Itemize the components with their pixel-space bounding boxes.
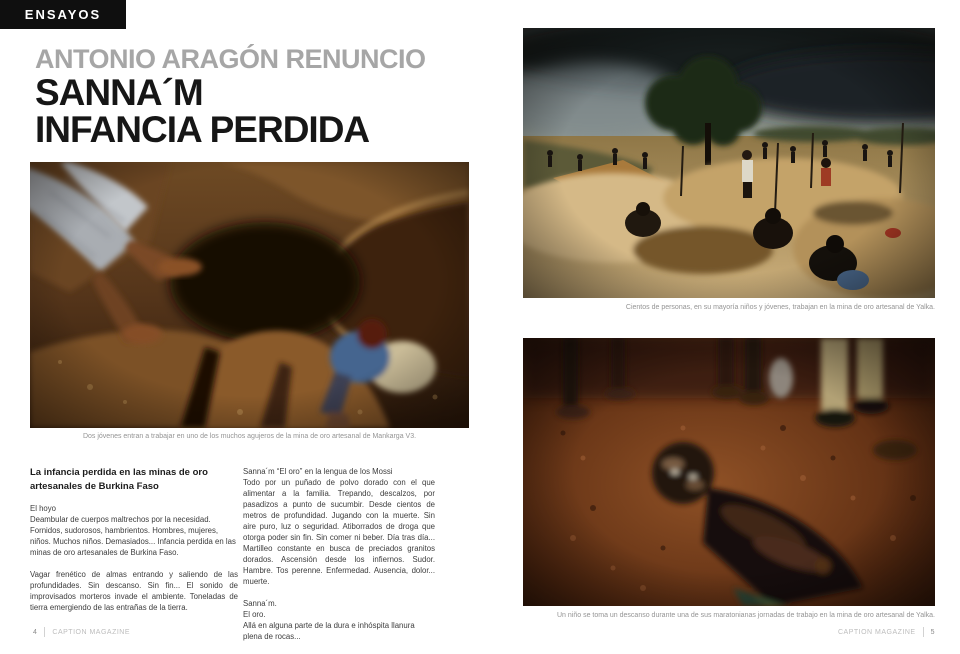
article-subheading: La infancia perdida en las minas de oro artesanales de Burkina Faso	[30, 467, 208, 492]
bottom-photo-caption: Un niño se toma un descanso durante una de sus maratonianas jornadas de trabajo en la mina de oro artesanal de Yalka.	[557, 612, 935, 619]
article-column-2	[243, 466, 435, 653]
article-title-line2: INFANCIA PERDIDA	[35, 109, 370, 150]
footer-divider	[44, 627, 45, 637]
magazine-name: CAPTION MAGAZINE	[837, 628, 916, 636]
paragraph-text: Deambular de cuerpos maltrechos por la necesidad. Fornidos, sudorosos, hambrientos. Hombres, mujeres, niños. Muchos niños. Demasiados... Infancia perdida en las minas de oro artesanales de Burkina Faso.	[30, 515, 236, 557]
paragraph-line: El oro.	[243, 610, 266, 619]
article-paragraph	[243, 598, 435, 642]
paragraph-line: Sanna´m.	[243, 599, 277, 608]
mine-panorama-photo-art	[523, 28, 935, 298]
section-badge	[0, 0, 126, 29]
mine-panorama-photo	[523, 28, 935, 298]
article-title-line1: SANNA´M	[35, 72, 203, 113]
paragraph-line: Allá en alguna parte de la dura e inhóspita llanura plena de rocas...	[243, 621, 415, 641]
article-title	[35, 74, 369, 148]
paragraph-lead: Sanna´m “El oro” en la lengua de los Mossi	[243, 467, 393, 476]
article-column-1	[30, 466, 238, 624]
footer-right	[703, 627, 935, 637]
article-paragraph: Vagar frenético de almas entrando y saliendo de las profundidades. Sin descanso. Sin fin... El sonido de improvisados morteros invade el ambiente. Toneladas de tierra emergiendo de las entrañas de la tierra.	[30, 570, 238, 612]
top-photo-caption: Cientos de personas, en su mayoría niños y jóvenes, trabajan en la mina de oro artesanal de Yalka.	[625, 304, 935, 311]
page-number-right: 5	[930, 628, 935, 636]
mine-hole-photo-art	[30, 162, 469, 428]
article-paragraph	[30, 503, 238, 558]
author-name: ANTONIO ARAGÓN RENUNCIO	[35, 44, 426, 74]
magazine-name: CAPTION MAGAZINE	[52, 628, 131, 636]
paragraph-text: Todo por un puñado de polvo dorado con el que alimentar a la familia. Trepando, descalzos, por pasadizos a punto de sucumbir. Desde cientos de metros de profundidad. Jugando con la muerte. Sin aire puro, luz o seguridad. Atiborrados de droga que otorga poder sin fin. Sin comer ni beber. Día tras día... Martilleo constante en busca de preciados granitos dorados. Ascensión desde los infiernos. Sudor. Hambre. Tos perenne. Enfermedad. Ausencia, dolor... muerte.	[243, 478, 435, 586]
resting-child-photo	[523, 338, 935, 606]
article-paragraph	[243, 466, 435, 587]
page-number-left: 4	[33, 628, 38, 636]
footer-divider	[923, 627, 924, 637]
main-photo-caption: Dos jóvenes entran a trabajar en uno de los muchos agujeros de la mina de oro artesanal de Mankarga V3.	[82, 433, 417, 440]
section-badge-label: ENSAYOS	[24, 7, 102, 22]
mine-hole-photo	[30, 162, 469, 428]
resting-child-photo-art	[523, 338, 935, 606]
paragraph-lead: El hoyo	[30, 504, 57, 513]
footer-left	[33, 627, 130, 637]
